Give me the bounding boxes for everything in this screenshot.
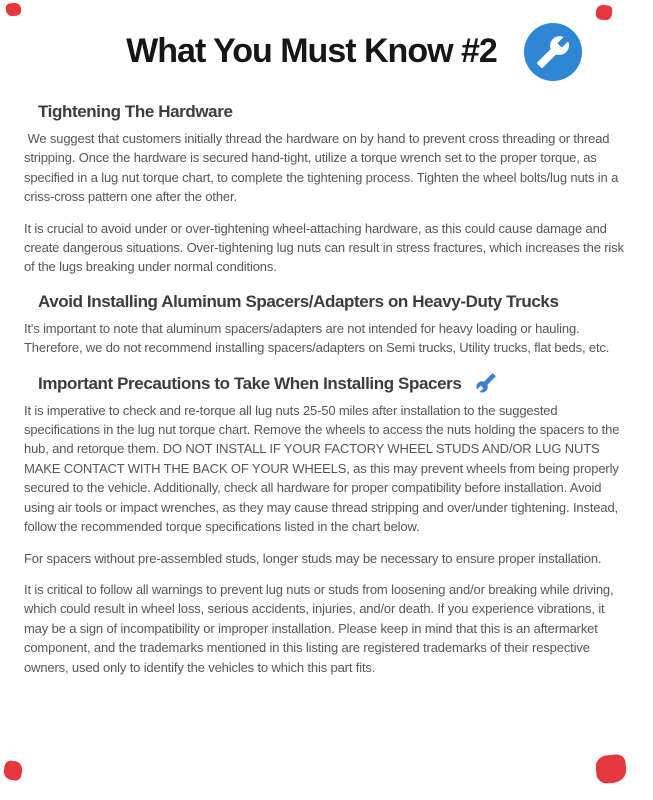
page-title: What You Must Know #2 bbox=[126, 32, 497, 70]
section-heading: Tightening The Hardware bbox=[38, 102, 233, 121]
section-heading-text: Important Precautions to Take When Installing Spacers bbox=[38, 373, 462, 393]
section-installation-precautions bbox=[24, 372, 629, 677]
section-heading: Avoid Installing Aluminum Spacers/Adapters on Heavy-Duty Trucks bbox=[38, 291, 559, 311]
page-content bbox=[0, 101, 653, 677]
paragraph: It's important to note that aluminum spacers/adapters are not intended for heavy loading or hauling. Therefore, we do not recommend installing spacers/adapters on Semi trucks, Utility trucks, flat beds, etc. bbox=[24, 320, 610, 356]
paragraph: We suggest that customers initially thread the hardware on by hand to prevent cross threading or thread stripping. Once the hardware is secured hand-tight, utilize a torque wrench set to the proper torque, as specified in a lug nut torque chart, to complete the tightening process. Tighten the wheel bolts/lug nuts in a criss-cross pattern one after the other. bbox=[24, 131, 622, 205]
paragraph: It is critical to follow all warnings to prevent lug nuts or studs from loosening and/or breaking while driving, which could result in wheel loss, serious accidents, injuries, and/or death. If you experience vibrations, it may be a sign of incompatibility or improper installation. Please keep in mind that this is an aftermarket component, and the trademarks mentioned in this listing are registered trademarks of their respective owners, used only to identify the vehicles to which this part fits. bbox=[24, 581, 617, 675]
wrench-emoji-icon bbox=[475, 372, 497, 394]
corner-mark-bottom-right bbox=[595, 754, 627, 785]
paragraph: For spacers without pre-assembled studs, longer studs may be necessary to ensure proper installation. bbox=[24, 550, 602, 566]
paragraph: It is imperative to check and re-torque all lug nuts 25-50 miles after installation to the suggested specifications in the lug nut torque chart. Remove the wheels to access the nuts holding the spacers to the hub, and retorque them. DO NOT INSTALL IF YOUR FACTORY WHEEL STUDS AND/OR LUG NUTS MAKE CONTACT WITH THE BACK OF YOUR WHEELS, as this may prevent wheels from being properly secured to the vehicle. Additionally, check all hardware for proper compatibility before installation. Avoid using air tools or impact wrenches, as they may cause thread stripping and over/under tightening. Instead, follow the recommended torque specifications listed in the chart below. bbox=[24, 402, 623, 535]
wrench-icon bbox=[524, 23, 582, 81]
section-aluminum-spacers-warning bbox=[24, 291, 629, 358]
corner-mark-bottom-left bbox=[3, 760, 24, 782]
page-header bbox=[0, 0, 653, 75]
wrench-emoji-glyph bbox=[477, 373, 496, 392]
paragraph: It is crucial to avoid under or over-tightening wheel-attaching hardware, as this could cause damage and create dangerous situations. Over-tightening lug nuts can result in stress fractures, which increases the risk of the lugs breaking under normal conditions. bbox=[24, 220, 628, 275]
section-tightening-hardware bbox=[24, 101, 629, 277]
section-heading bbox=[38, 372, 629, 395]
